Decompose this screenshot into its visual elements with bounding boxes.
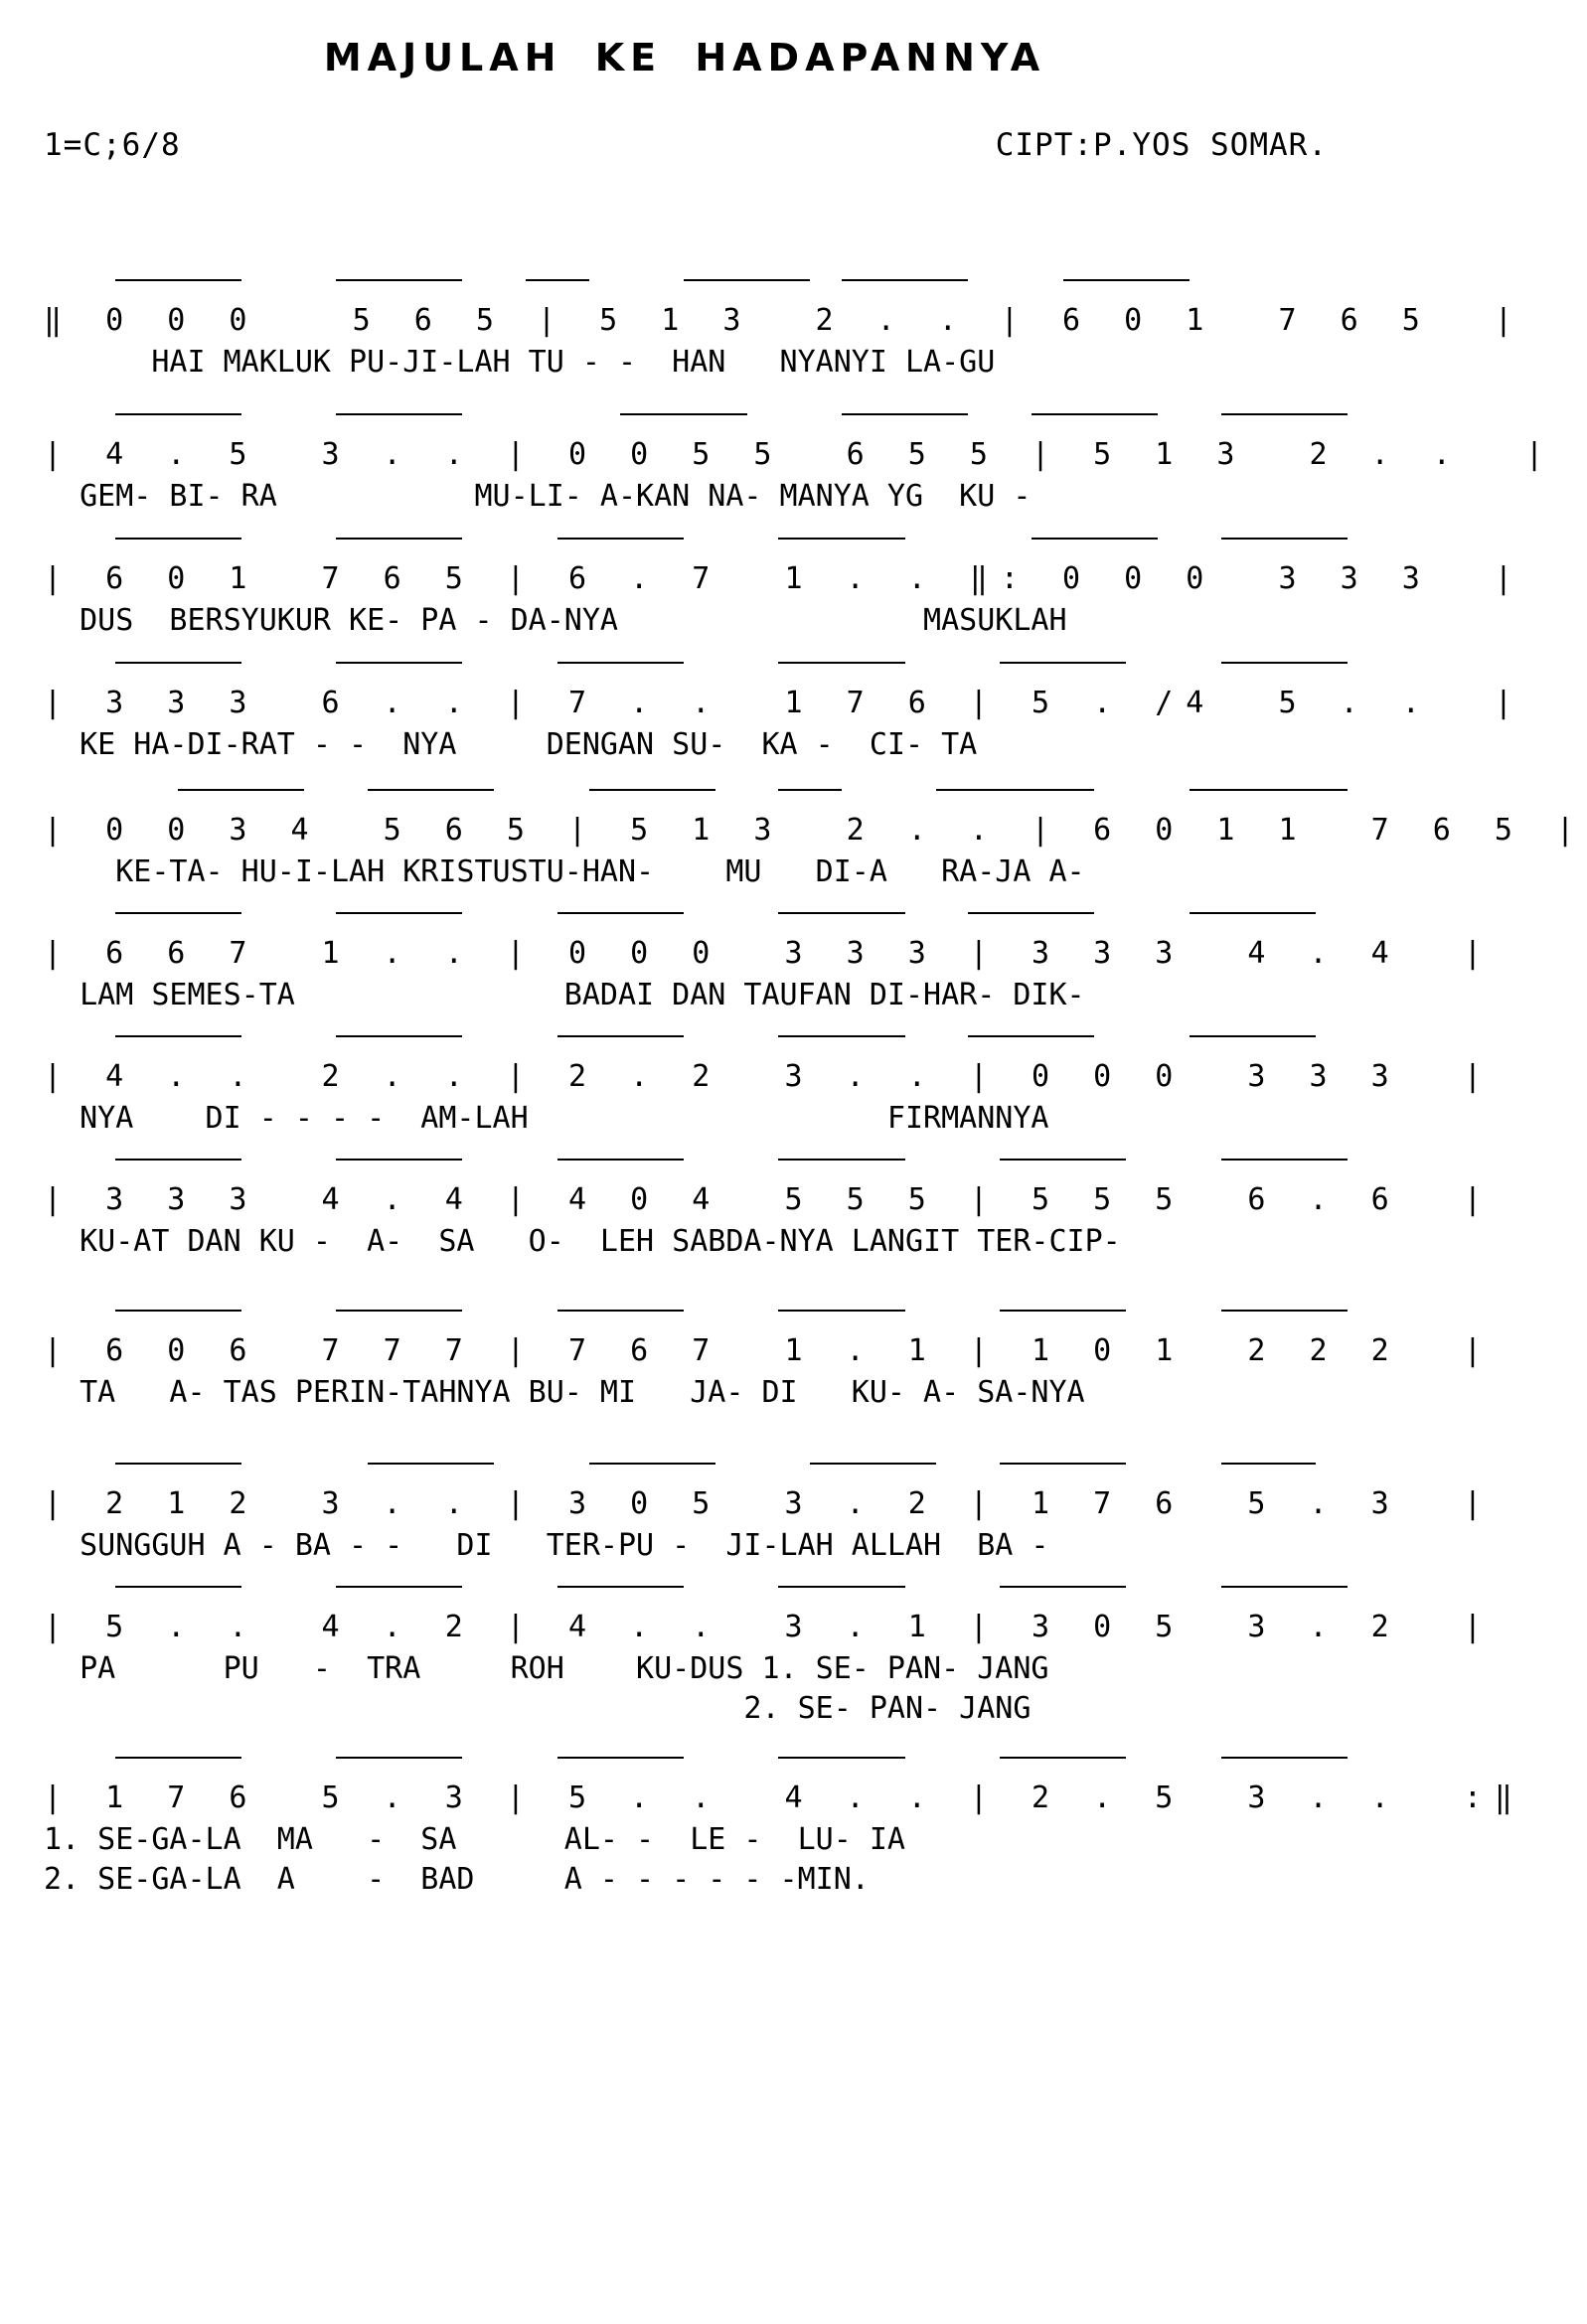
beam-line — [778, 789, 842, 791]
beam-line — [778, 538, 904, 540]
beam-line — [526, 279, 589, 281]
lyric-line: PA PU - TRA ROH KU-DUS 1. SE- PAN- JANG — [44, 1651, 1049, 1686]
beam-line — [368, 1463, 494, 1465]
notation-row: | 5 . . 4 . 2 | 4 . . 3 . 1 | 3 0 5 3 . 2 | — [44, 1610, 1495, 1644]
notation-row: | 4 . 5 3 . . | 0 0 5 5 6 5 5 | 5 1 3 2 . . | — [44, 437, 1557, 472]
lyric-line: KE HA-DI-RAT - - NYA DENGAN SU- KA - CI- TA — [44, 727, 978, 762]
composer-credit: CIPT:P.YOS SOMAR. — [995, 127, 1328, 163]
beam-group — [0, 662, 1369, 674]
beam-line — [115, 1035, 241, 1037]
beam-line — [968, 1035, 1094, 1037]
beam-line — [968, 912, 1094, 914]
beam-group — [0, 279, 1369, 291]
beam-line — [115, 1757, 241, 1759]
notation-row: | 3 3 3 6 . . | 7 . . 1 7 6 | 5 . /4 5 . . | — [44, 686, 1525, 720]
beam-line — [336, 413, 462, 415]
beam-group — [0, 538, 1369, 549]
lyric-line: 2. SE-GA-LA A - BAD A - - - - - -MIN. — [44, 1862, 870, 1897]
lyric-line: SUNGGUH A - BA - - DI TER-PU - JI-LAH ALLAH BA - — [44, 1528, 1049, 1563]
notation-row: | 3 3 3 4 . 4 | 4 0 4 5 5 5 | 5 5 5 6 . 6 | — [44, 1182, 1495, 1217]
beam-line — [842, 413, 968, 415]
beam-group — [0, 1159, 1369, 1170]
beam-line — [557, 1159, 684, 1161]
beam-line — [778, 1310, 904, 1312]
song-title: MAJULAH KE HADAPANNYA — [323, 36, 1046, 79]
notation-row: ‖ 0 0 0 5 6 5 | 5 1 3 2 . . | 6 0 1 7 6 5 | — [44, 303, 1525, 338]
beam-group — [0, 1586, 1369, 1598]
beam-line — [1032, 413, 1158, 415]
beam-line — [1190, 1035, 1316, 1037]
lyric-line: LAM SEMES-TA BADAI DAN TAUFAN DI-HAR- DIK- — [44, 978, 1085, 1012]
notation-row: | 4 . . 2 . . | 2 . 2 3 . . | 0 0 0 3 3 3 | — [44, 1059, 1495, 1094]
beam-line — [1221, 413, 1348, 415]
beam-line — [115, 1310, 241, 1312]
beam-line — [115, 413, 241, 415]
beam-line — [336, 1159, 462, 1161]
key-signature: 1=C;6/8 — [44, 127, 181, 163]
beam-line — [778, 1586, 904, 1588]
beam-line — [1221, 1757, 1348, 1759]
beam-line — [778, 1757, 904, 1759]
beam-line — [557, 662, 684, 664]
lyric-line: KE-TA- HU-I-LAH KRISTUSTU-HAN- MU DI-A RA-JA A- — [44, 854, 1085, 889]
beam-line — [557, 538, 684, 540]
beam-line — [1000, 1463, 1126, 1465]
beam-line — [1000, 1586, 1126, 1588]
lyric-line: NYA DI - - - - AM-LAH FIRMANNYA — [44, 1101, 1049, 1136]
beam-line — [589, 1463, 715, 1465]
beam-line — [1190, 789, 1348, 791]
beam-line — [1221, 1586, 1348, 1588]
beam-line — [1190, 912, 1316, 914]
notation-row: | 6 0 1 7 6 5 | 6 . 7 1 . . ‖: 0 0 0 3 3 3 | — [44, 561, 1525, 596]
lyric-line: KU-AT DAN KU - A- SA O- LEH SABDA-NYA LANGIT TER-CIP- — [44, 1224, 1121, 1259]
notation-row: | 1 7 6 5 . 3 | 5 . . 4 . . | 2 . 5 3 . . :‖ — [44, 1781, 1525, 1815]
beam-line — [557, 1757, 684, 1759]
beam-line — [652, 789, 715, 791]
beam-line — [336, 279, 462, 281]
lyric-line: TA A- TAS PERIN-TAHNYA BU- MI JA- DI KU- A- SA-NYA — [44, 1375, 1085, 1410]
beam-group — [0, 1310, 1369, 1321]
beam-line — [336, 1757, 462, 1759]
beam-line — [336, 1586, 462, 1588]
beam-group — [0, 912, 1369, 924]
notation-row: | 0 0 3 4 5 6 5 | 5 1 3 2 . . | 6 0 1 1 7 6 5 | — [44, 813, 1587, 848]
beam-line — [178, 789, 304, 791]
beam-line — [1221, 1159, 1348, 1161]
beam-group — [0, 413, 1369, 425]
notation-row: | 6 6 7 1 . . | 0 0 0 3 3 3 | 3 3 3 4 . 4 | — [44, 936, 1495, 971]
beam-group — [0, 1035, 1369, 1047]
lyric-line: GEM- BI- RA MU-LI- A-KAN NA- MANYA YG KU - — [44, 479, 1032, 514]
beam-line — [778, 662, 904, 664]
beam-line — [778, 1159, 904, 1161]
beam-line — [115, 662, 241, 664]
beam-line — [1000, 1757, 1126, 1759]
lyric-line: 2. SE- PAN- JANG — [44, 1691, 1032, 1726]
beam-line — [1063, 279, 1190, 281]
beam-line — [1221, 538, 1348, 540]
beam-group — [0, 1463, 1369, 1474]
notation-row: | 6 0 6 7 7 7 | 7 6 7 1 . 1 | 1 0 1 2 2 2 | — [44, 1333, 1495, 1368]
beam-line — [557, 1310, 684, 1312]
beam-line — [1000, 1310, 1126, 1312]
beam-line — [842, 279, 968, 281]
beam-line — [936, 789, 1094, 791]
beam-line — [115, 1586, 241, 1588]
beam-line — [336, 1310, 462, 1312]
beam-line — [1000, 1159, 1126, 1161]
notation-row: | 2 1 2 3 . . | 3 0 5 3 . 2 | 1 7 6 5 . 3 | — [44, 1486, 1495, 1521]
beam-group — [0, 789, 1369, 801]
beam-line — [557, 1586, 684, 1588]
beam-line — [557, 1035, 684, 1037]
beam-line — [115, 279, 241, 281]
lyric-line: 1. SE-GA-LA MA - SA AL- - LE - LU- IA — [44, 1822, 905, 1857]
beam-line — [778, 912, 904, 914]
beam-line — [1221, 1463, 1316, 1465]
beam-line — [115, 1463, 241, 1465]
beam-line — [115, 538, 241, 540]
lyric-line: DUS BERSYUKUR KE- PA - DA-NYA MASUKLAH — [44, 603, 1067, 638]
beam-line — [336, 912, 462, 914]
beam-line — [557, 912, 684, 914]
beam-line — [778, 1035, 904, 1037]
beam-line — [1221, 662, 1348, 664]
beam-line — [336, 538, 462, 540]
beam-line — [1000, 662, 1126, 664]
lyric-line: HAI MAKLUK PU-JI-LAH TU - - HAN NYANYI LA-GU — [44, 345, 996, 380]
beam-line — [1032, 538, 1158, 540]
beam-line — [115, 1159, 241, 1161]
beam-line — [368, 789, 494, 791]
beam-line — [1221, 1310, 1348, 1312]
beam-line — [115, 912, 241, 914]
beam-group — [0, 1757, 1369, 1769]
beam-line — [589, 789, 653, 791]
beam-line — [336, 1035, 462, 1037]
beam-line — [336, 662, 462, 664]
beam-line — [684, 279, 810, 281]
beam-line — [620, 413, 746, 415]
beam-line — [810, 1463, 936, 1465]
